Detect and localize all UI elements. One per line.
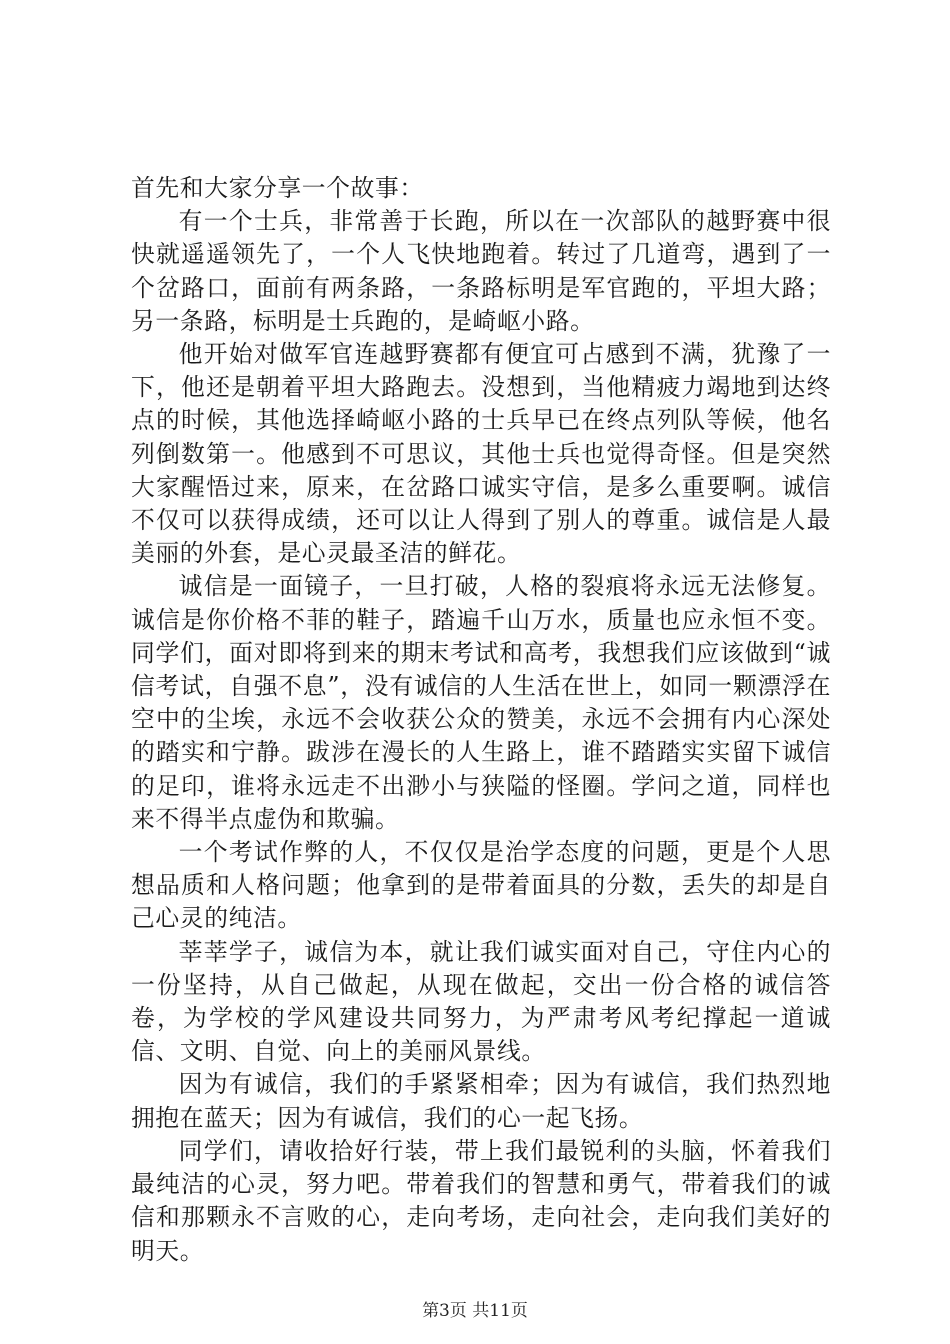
paragraph-intro: 首先和大家分享一个故事： xyxy=(131,174,424,202)
paragraph-closing: 同学们，请收拾好行装，带上我们最锐利的头脑，怀着我们最纯洁的心灵，努力吧。带着我们的智慧和勇气，带着我们的诚信和那颗永不言败的心，走向考场，走向社会，走向我们美好的明天。 xyxy=(131,1136,831,1265)
paragraph-cheating: 一个考试作弊的人，不仅仅是治学态度的问题，更是个人思想品质和人格问题；他拿到的是带着面具的分数，丢失的却是自己心灵的纯洁。 xyxy=(131,838,831,933)
page-number-footer: 第3页 共11页 xyxy=(422,1301,528,1321)
paragraph-because-integrity: 因为有诚信，我们的手紧紧相牵；因为有诚信，我们热烈地拥抱在蓝天；因为有诚信，我们的心一起飞扬。 xyxy=(131,1070,831,1132)
paragraph-students: 莘莘学子，诚信为本，就让我们诚实面对自己，守住内心的一份坚持，从自己做起，从现在做起，交出一份合格的诚信答卷，为学校的学风建设共同努力，为严肃考风考纪撑起一道诚信、文明、自觉、向上的美丽风景线。 xyxy=(131,937,831,1066)
paragraph-story-ending: 他开始对做军官连越野赛都有便宜可占感到不满，犹豫了一下，他还是朝着平坦大路跑去。没想到，当他精疲力竭地到达终点的时候，其他选择崎岖小路的士兵早已在终点列队等候，他名列倒数第一。他感到不可思议，其他士兵也觉得奇怪。但是突然大家醒悟过来，原来，在岔路口诚实守信，是多么重要啊。诚信不仅可以获得成绩，还可以让人得到了别人的尊重。诚信是人最美丽的外套，是心灵最圣洁的鲜花。 xyxy=(131,340,831,568)
document-body xyxy=(131,172,831,1268)
paragraph-integrity-mirror: 诚信是一面镜子，一旦打破，人格的裂痕将永远无法修复。诚信是你价格不菲的鞋子，踏遍千山万水，质量也应永恒不变。同学们，面对即将到来的期末考试和高考，我想我们应该做到“诚信考试，自强不息”，没有诚信的人生活在世上，如同一颗漂浮在空中的尘埃，永远不会收获公众的赞美，永远不会拥有内心深处的踏实和宁静。跋涉在漫长的人生路上，谁不踏踏实实留下诚信的足印，谁将永远走不出渺小与狭隘的怪圈。学问之道，同样也来不得半点虚伪和欺骗。 xyxy=(131,572,831,833)
paragraph-story-soldier: 有一个士兵，非常善于长跑，所以在一次部队的越野赛中很快就遥遥领先了，一个人飞快地跑着。转过了几道弯，遇到了一个岔路口，面前有两条路，一条路标明是军官跑的，平坦大路；另一条路，标明是士兵跑的，是崎岖小路。 xyxy=(131,207,831,335)
